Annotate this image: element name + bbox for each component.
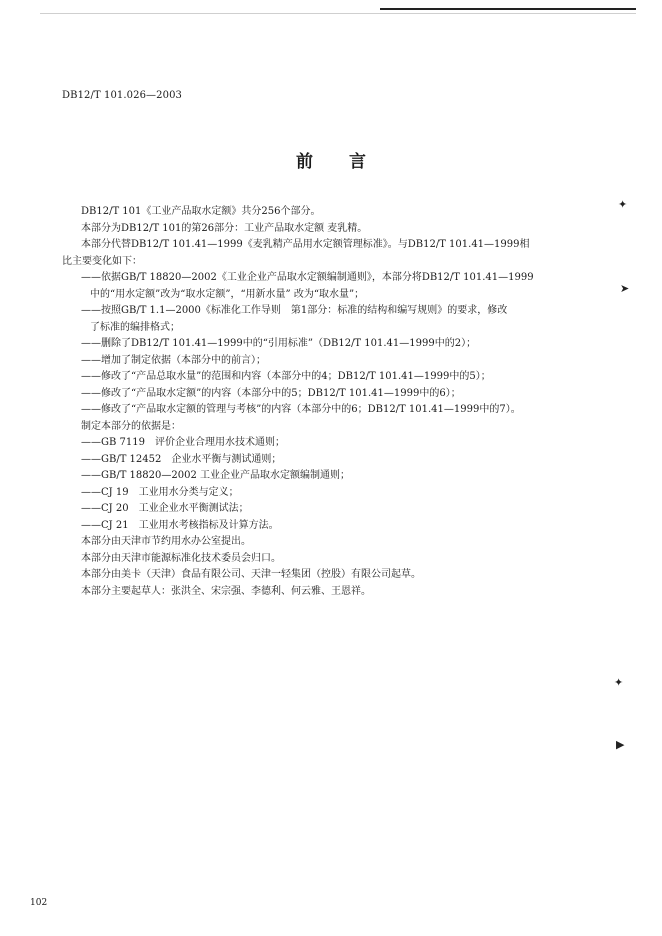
- paragraph-line: 制定本部分的依据是：: [81, 420, 181, 432]
- title-char-2: 言: [349, 152, 366, 172]
- paragraph-line: 本部分代替DB12/T 101.41—1999《麦乳精产品用水定额管理标准》。与DB12/T 101.41—1999相: [81, 239, 530, 250]
- paragraph-line: 比主要变化如下：: [62, 255, 142, 267]
- document-code: DB12/T 101.026—2003: [62, 90, 183, 101]
- paragraph-line: ——GB 7119 评价企业合理用水技术通则；: [81, 437, 285, 448]
- margin-mark-icon: ▶: [616, 738, 625, 751]
- paragraph-line: ——GB/T 12452 企业水平衡与测试通则；: [81, 453, 282, 465]
- paragraph-line: ——按照GB/T 1.1—2000《标准化工作导则 第1部分：标准的结构和编写规则》的要求，修改: [81, 305, 508, 316]
- paragraph-line: ——修改了“产品总取水量”的范围和内容（本部分中的4；DB12/T 101.41—1999中的5）；: [81, 371, 491, 382]
- margin-mark-icon: ✦: [618, 198, 628, 211]
- paragraph-line: 本部分由天津市节约用水办公室提出。: [81, 536, 251, 547]
- page-number: 102: [30, 898, 48, 908]
- paragraph-line: 本部分由美卡（天津）食品有限公司、天津一轻集团（控股）有限公司起草。: [81, 569, 421, 580]
- paragraph-line: ——依据GB/T 18820—2002《工业企业产品取水定额编制通则》，本部分将DB12/T 101.41—1999: [81, 272, 534, 283]
- header-rule-thick: [380, 8, 636, 10]
- paragraph-line: 本部分主要起草人：张洪全、宋宗强、李德利、何云雅、王恩祥。: [81, 585, 371, 597]
- paragraph-line: DB12/T 101《工业产品取水定额》共分256个部分。: [81, 206, 321, 217]
- paragraph-line: 本部分由天津市能源标准化技术委员会归口。: [81, 552, 281, 564]
- paragraph-line: 中的“用水定额”改为“取水定额”，“用新水量” 改为“取水量”；: [90, 288, 365, 300]
- paragraph-line: ——增加了制定依据（本部分中的前言）；: [81, 354, 266, 366]
- foreword-body: [62, 204, 612, 600]
- title-char-1: 前: [296, 152, 313, 172]
- header-rule-thin: [40, 13, 636, 14]
- paragraph-line: ——修改了“产品取水定额的管理与考核”的内容（本部分中的6；DB12/T 101.41—1999中的7）。: [81, 404, 521, 415]
- paragraph-line: ——修改了“产品取水定额”的内容（本部分中的5；DB12/T 101.41—1999中的6）；: [81, 387, 461, 399]
- margin-mark-icon: ✦: [614, 676, 624, 689]
- page-title: [0, 147, 662, 172]
- paragraph-line: 本部分为DB12/T 101的第26部分：工业产品取水定额 麦乳精。: [81, 222, 368, 234]
- paragraph-line: ——CJ 19 工业用水分类与定义；: [81, 486, 239, 498]
- margin-mark-icon: ➤: [620, 282, 630, 295]
- paragraph-line: ——CJ 21 工业用水考核指标及计算方法。: [81, 519, 279, 531]
- paragraph-line: ——删除了DB12/T 101.41—1999中的“引用标准”（DB12/T 101.41—1999中的2）；: [81, 338, 477, 349]
- paragraph-line: ——CJ 20 工业企业水平衡测试法；: [81, 503, 249, 514]
- paragraph-line: 了标准的编排格式；: [90, 321, 180, 333]
- paragraph-line: ——GB/T 18820—2002 工业企业产品取水定额编制通则；: [81, 470, 350, 481]
